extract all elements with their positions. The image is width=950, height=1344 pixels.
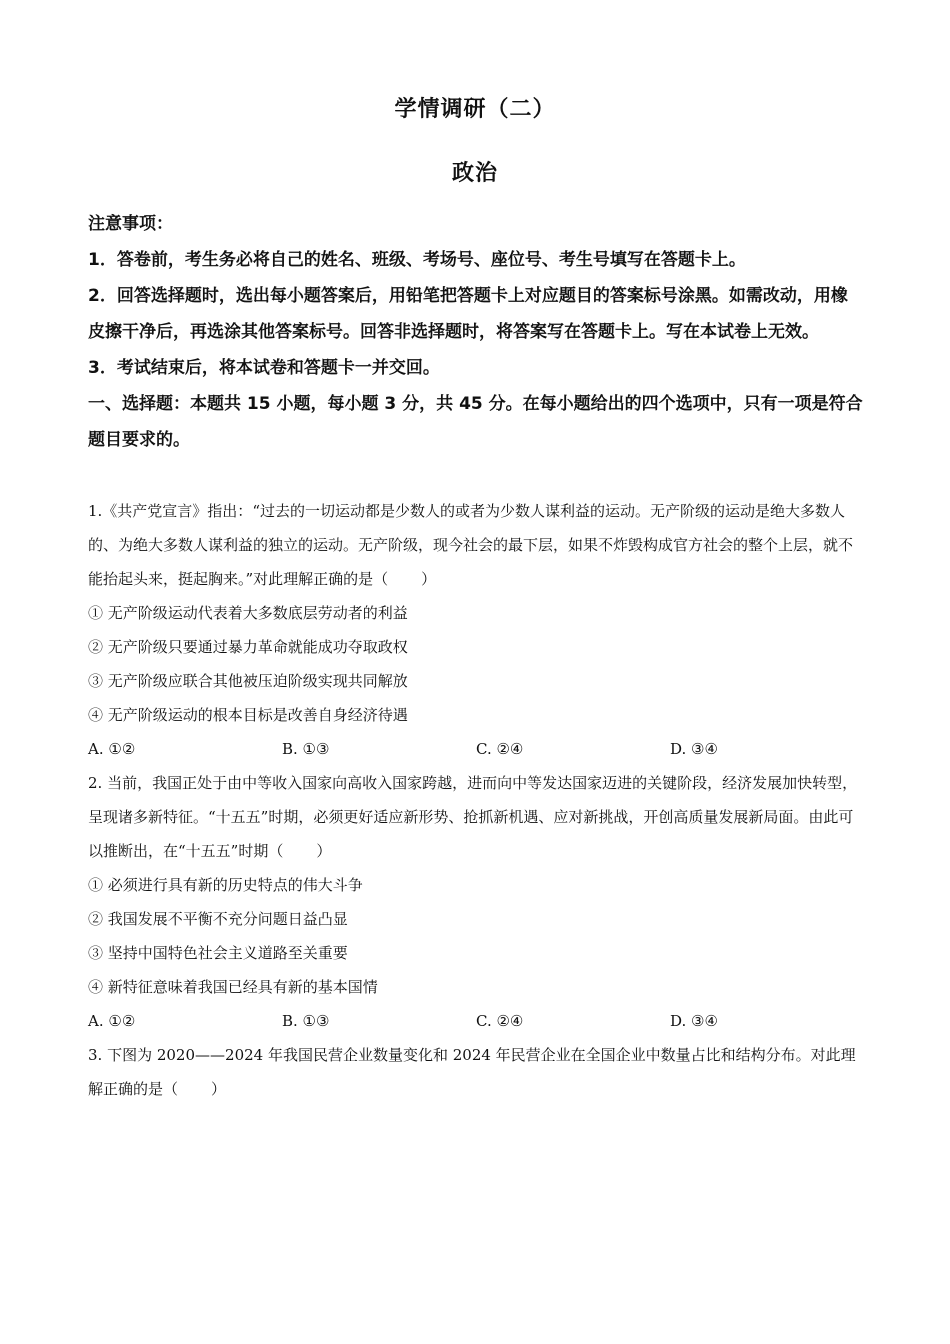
notice-item: 2．回答选择题时，选出每小题答案后，用铅笔把答题卡上对应题目的答案标号涂黑。如需改动，用橡皮擦干净后，再选涂其他答案标号。回答非选择题时，将答案写在答题卡上。写在本试卷上无效。 <box>88 286 848 342</box>
page-title: 学情调研（二） <box>394 97 556 122</box>
choice-c: C. ②④ <box>476 1012 524 1030</box>
statement-item: ② 我国发展不平衡不充分问题日益凸显 <box>88 910 348 928</box>
question-list <box>88 494 864 1106</box>
statement-item: ④ 无产阶级运动的根本目标是改善自身经济待遇 <box>88 706 408 724</box>
choice-a: A. ①② <box>88 1012 136 1030</box>
question-3 <box>88 1038 864 1106</box>
statement-item: ④ 新特征意味着我国已经具有新的基本国情 <box>88 978 378 996</box>
choice-d: D. ③④ <box>670 1012 718 1030</box>
choice-b: B. ①③ <box>282 740 330 758</box>
statement-item: ③ 坚持中国特色社会主义道路至关重要 <box>88 944 348 962</box>
notice-heading: 注意事项： <box>88 214 173 234</box>
notice-section <box>88 206 864 458</box>
choice-a: A. ①② <box>88 740 136 758</box>
choice-c: C. ②④ <box>476 740 524 758</box>
question-2 <box>88 766 864 1038</box>
statement-item: ② 无产阶级只要通过暴力革命就能成功夺取政权 <box>88 638 408 656</box>
question-stem: 2. 当前，我国正处于由中等收入国家向高收入国家跨越，进而向中等发达国家迈进的关键阶段，经济发展加快转型，呈现诸多新特征。“十五五”时期，必须更好适应新形势、抢抓新机遇、应对新挑战，开创高质量发展新局面。由此可以推断出，在“十五五”时期（ ） <box>88 774 858 860</box>
notice-item: 3．考试结束后，将本试卷和答题卡一并交回。 <box>88 358 440 378</box>
section-heading: 一、选择题：本题共 15 小题，每小题 3 分，共 45 分。在每小题给出的四个选项中，只有一项是符合题目要求的。 <box>88 394 863 450</box>
answer-choices <box>88 732 864 766</box>
question-stem: 3. 下图为 2020——2024 年我国民营企业数量变化和 2024 年民营企业在全国企业中数量占比和结构分布。对此理解正确的是（ ） <box>88 1046 856 1098</box>
notice-item: 1．答卷前，考生务必将自己的姓名、班级、考场号、座位号、考生号填写在答题卡上。 <box>88 250 746 270</box>
choice-b: B. ①③ <box>282 1012 330 1030</box>
answer-choices <box>88 1004 864 1038</box>
statement-item: ① 必须进行具有新的历史特点的伟大斗争 <box>88 876 363 894</box>
choice-d: D. ③④ <box>670 740 718 758</box>
statement-item: ③ 无产阶级应联合其他被压迫阶级实现共同解放 <box>88 672 408 690</box>
statement-item: ① 无产阶级运动代表着大多数底层劳动者的利益 <box>88 604 408 622</box>
subject-title: 政治 <box>451 161 498 186</box>
question-1 <box>88 494 864 766</box>
question-stem: 1.《共产党宣言》指出：“过去的一切运动都是少数人的或者为少数人谋利益的运动。无产阶级的运动是绝大多数人的、为绝大多数人谋利益的独立的运动。无产阶级，现今社会的最下层，如果不炸毁构成官方社会的整个上层，就不能抬起头来，挺起胸来。”对此理解正确的是（ ） <box>88 502 854 588</box>
